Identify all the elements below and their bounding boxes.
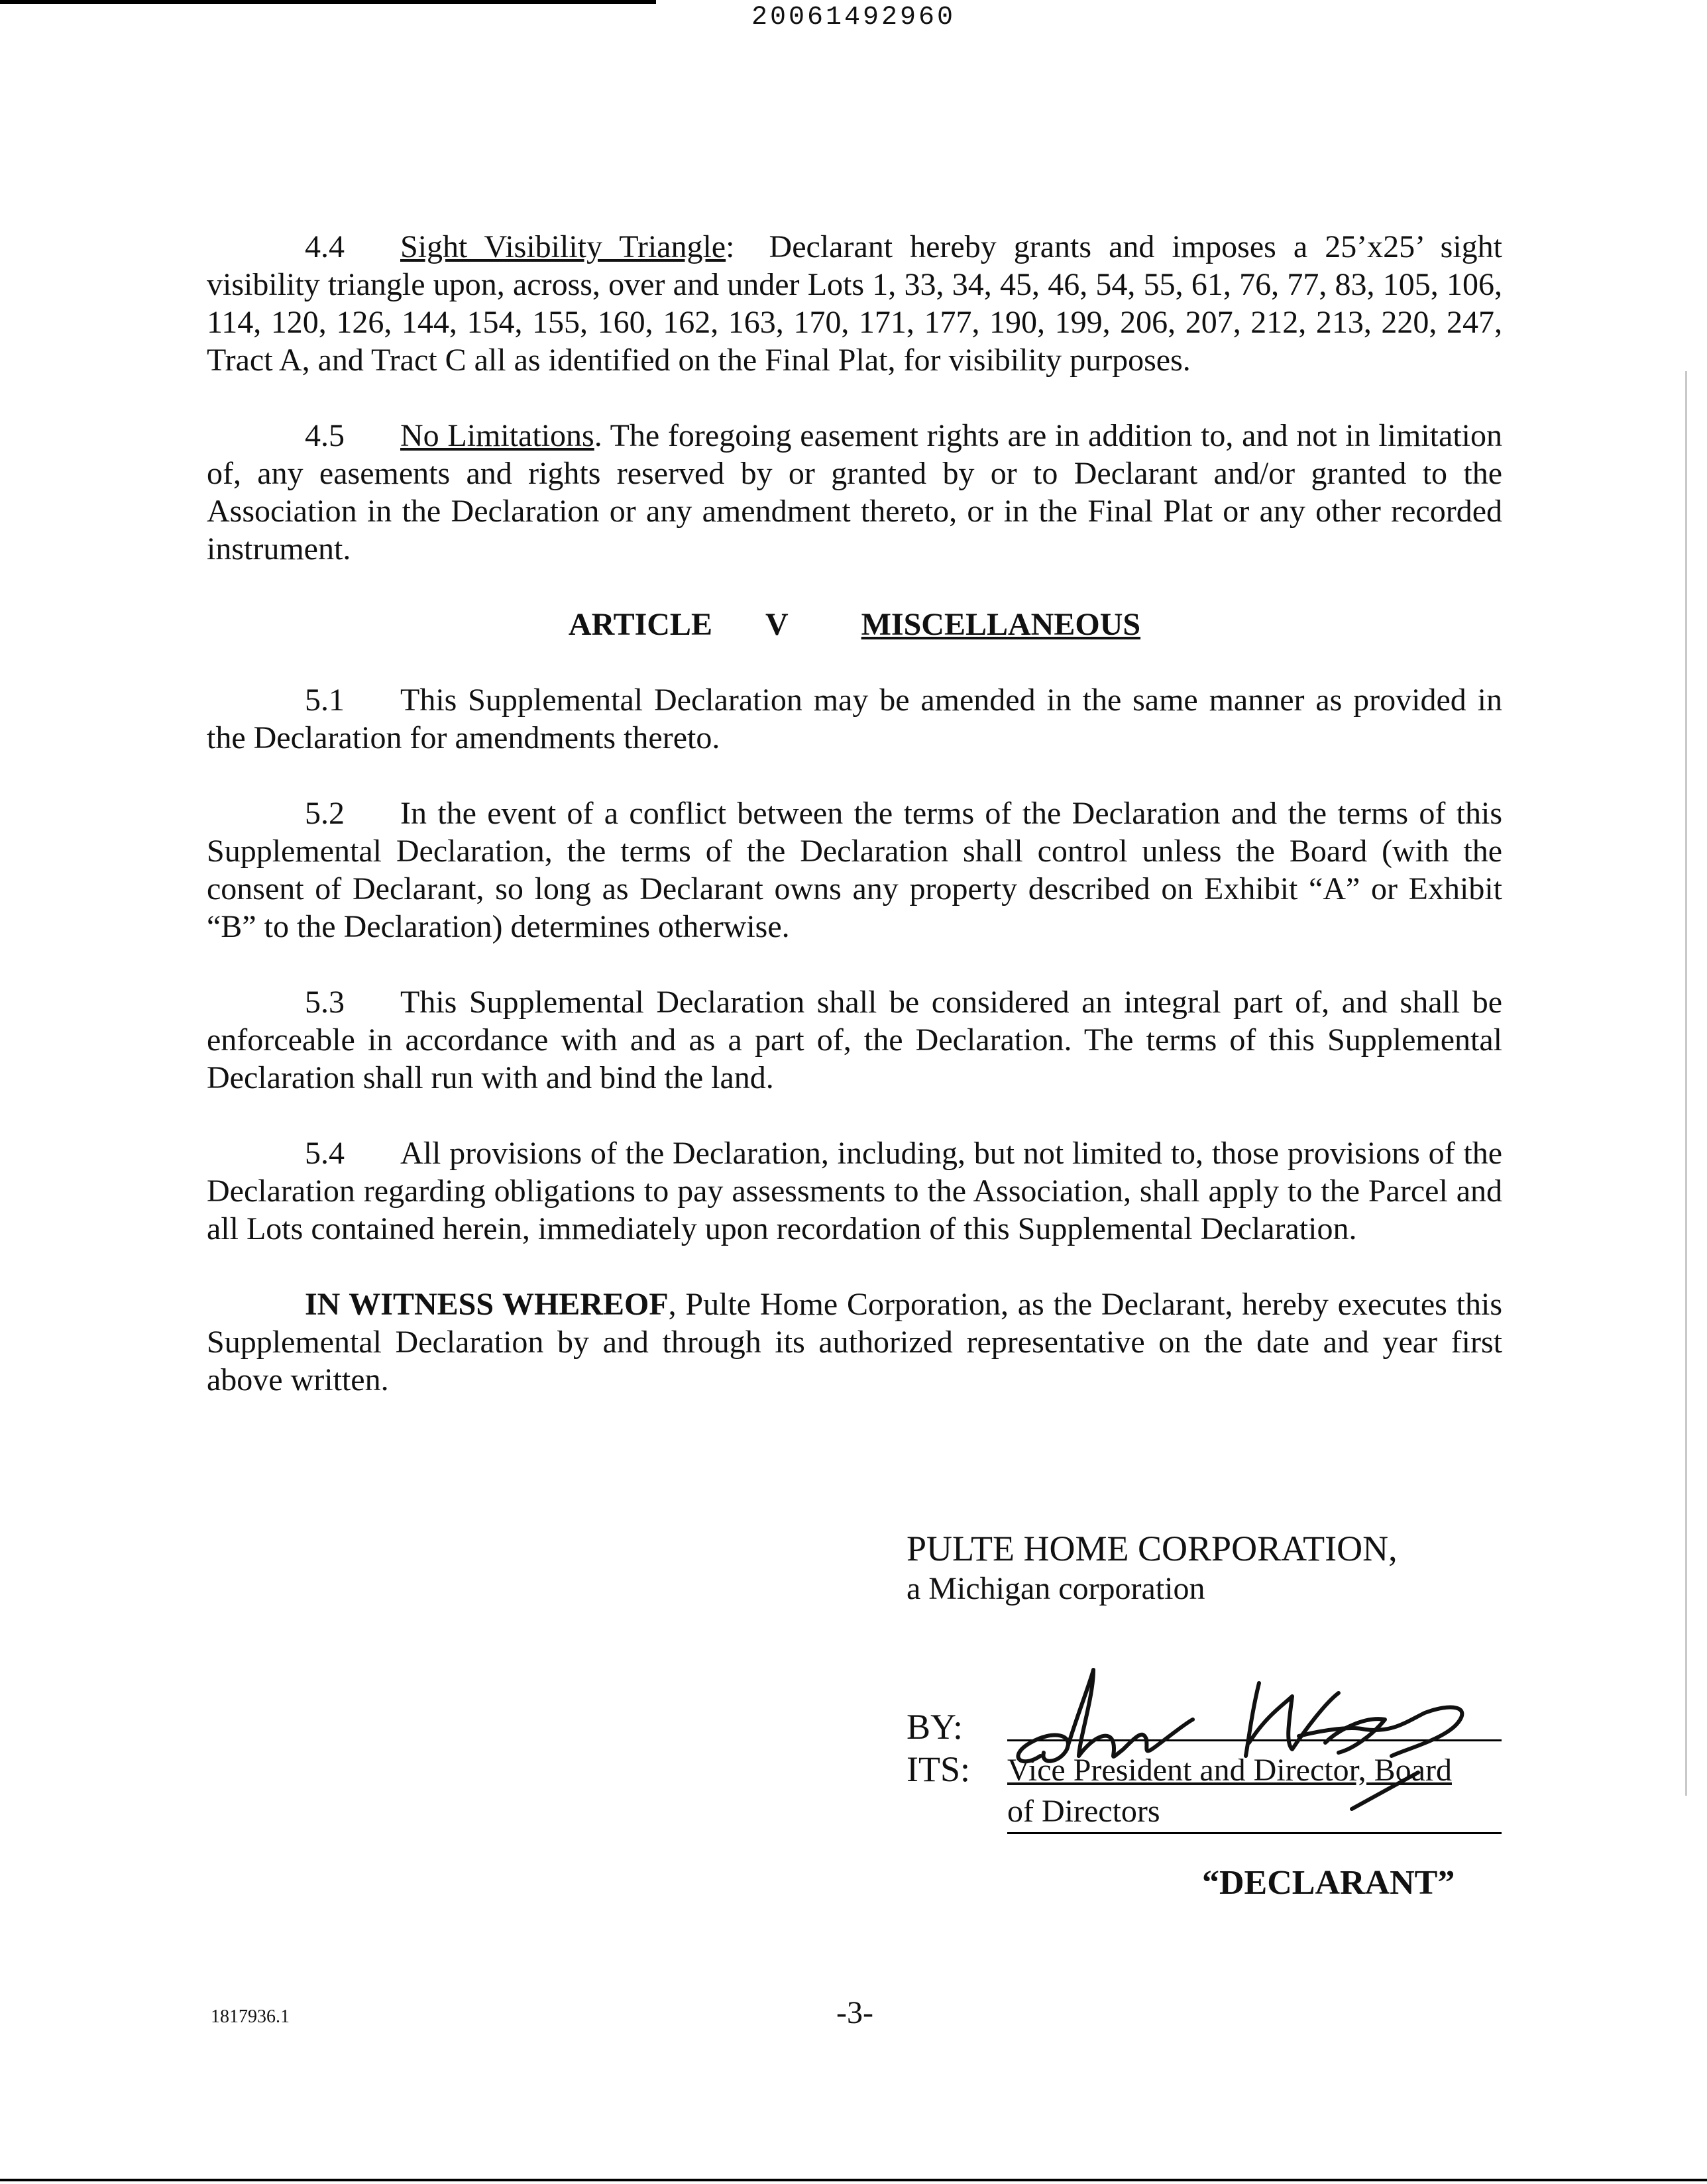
scan-edge-line [1685,371,1687,1796]
section-text: This Supplemental Declaration may be amended in the same manner as provided in the Declaration for amendments thereto. [207,682,1502,755]
section-5-4 [207,1134,1502,1248]
section-heading: No Limitations [400,418,594,453]
document-body [207,228,1502,1437]
by-row [907,1706,1006,1747]
section-number: 5.3 [305,985,345,1020]
article-title: MISCELLANEOUS [861,607,1141,642]
page-number: -3- [836,1995,873,2030]
witness-text: , Pulte Home Corporation, as the Declarant, hereby executes this Supplemental Declaration by and through its authorized representative on the date and year first above written. [207,1287,1503,1397]
witness-lead: IN WITNESS WHEREOF [305,1287,669,1322]
corporation-subtitle: a Michigan corporation [907,1571,1205,1606]
section-4-4 [207,228,1502,379]
section-5-1 [207,681,1502,757]
section-text: The foregoing easement rights are in addition to, and not in limitation of, any easements and rights reserved by or granted by or to Declarant and/or granted to the Association in the Declaration or any amendment thereto, or in the Final Plat or any other recorded instrument. [207,418,1502,567]
signature-block [907,1527,1503,1829]
its-row [907,1749,1006,1790]
witness-clause [207,1285,1502,1399]
section-text: Declarant hereby grants and imposes a 25’x25’ sight visibility triangle upon, across, over and under Lots 1, 33, 34, 45, 46, 54, 55, 61, 76, 77, 83, 105, 106, 114, 120, 126, 144, 154, 155, 160, 162, 163, 170, 171, 177, 190, 199, 206, 207, 212, 213, 220, 247, Tract A, and Tract C all as identified on the Final Plat, for visibility purposes. [207,229,1503,378]
section-5-3 [207,983,1502,1097]
section-heading: Sight Visibility Triangle [400,229,726,264]
corporation-name: PULTE HOME CORPORATION, [907,1529,1398,1568]
its-title-line-2: of Directors [1007,1791,1502,1834]
section-4-5 [207,417,1502,568]
section-number: 4.5 [305,418,345,453]
heading-separator: . [594,418,602,453]
heading-separator: : [726,229,735,264]
recording-number: 20061492960 [751,3,956,32]
section-5-2 [207,794,1502,946]
section-text: In the event of a conflict between the terms of the Declaration and the terms of this Supplemental Declaration, the terms of the Declaration shall control unless the Board (with the consent of Declarant, so long as Declarant owns any property described on Exhibit “A” or Exhibit “B” to the Declaration) determines otherwise. [207,796,1502,944]
section-text: This Supplemental Declaration shall be considered an integral part of, and shall be enforceable in accordance with and as a part of, the Declaration. The terms of this Supplemental Declaration shall run with and bind the land. [207,985,1502,1095]
section-number: 4.4 [305,229,345,264]
bottom-scan-rule [0,2179,1707,2181]
its-label: ITS: [907,1749,971,1789]
section-number: 5.4 [305,1136,345,1171]
handwritten-signature [994,1657,1511,1816]
its-title-line-1: Vice President and Director, Board [1007,1753,1452,1788]
document-id: 1817936.1 [211,2006,290,2027]
article-word: ARTICLE [568,607,712,642]
section-number: 5.1 [305,682,345,718]
section-number: 5.2 [305,796,345,831]
section-text: All provisions of the Declaration, including, but not limited to, those provisions of the Declaration regarding obligations to pay assessments to the Association, shall apply to the Parcel and all Lots contained herein, immediately upon recordation of this Supplemental Declaration. [207,1136,1502,1246]
article-heading [207,606,1502,643]
by-label: BY: [907,1707,964,1747]
article-number: V [765,607,789,642]
declarant-label: “DECLARANT” [1202,1864,1455,1902]
